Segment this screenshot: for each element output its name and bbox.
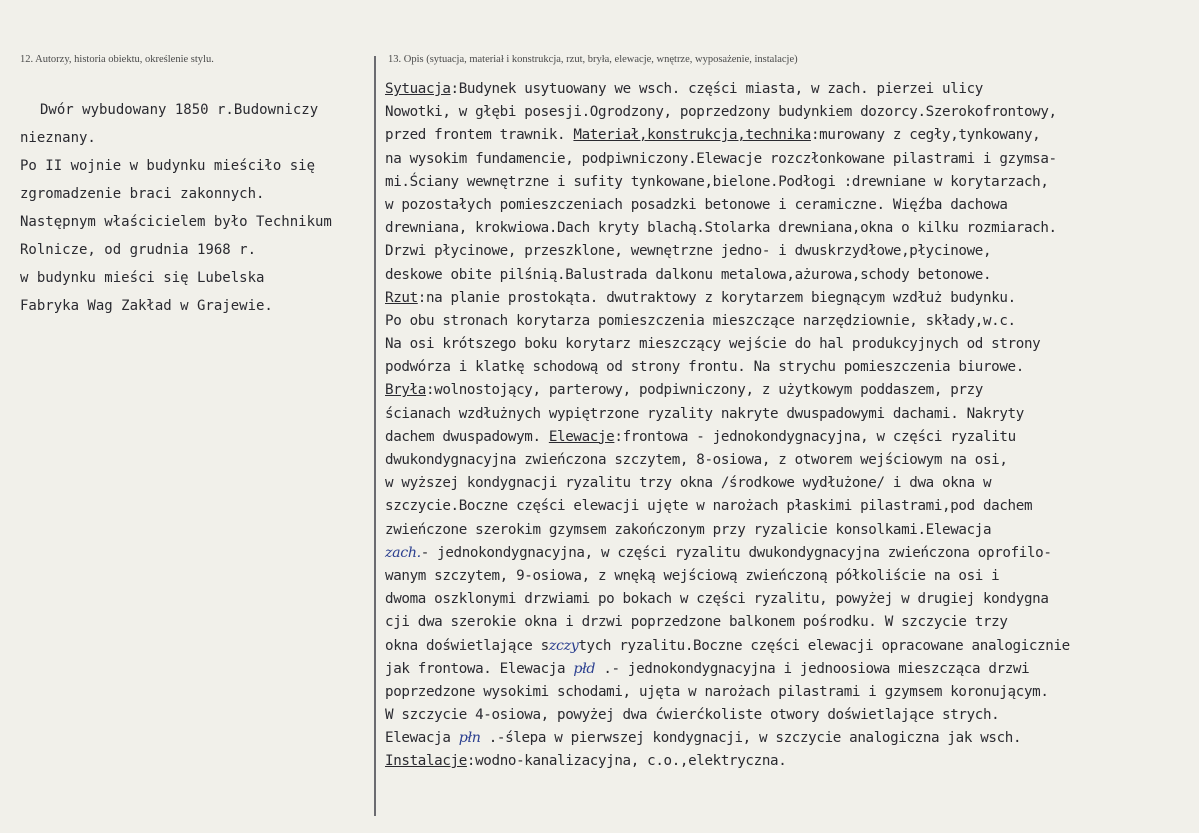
history-line: zgromadzenie braci zakonnych.	[20, 186, 265, 202]
description-line: Rzut:na planie prostokąta. dwutraktowy z korytarzem biegnącym wzdłuż budynku.	[385, 289, 1016, 306]
description-line: Sytuacja:Budynek usytuowany we wsch. części miasta, w zach. pierzei ulicy	[385, 81, 984, 97]
description-line: ścianach wzdłużnych wypiętrzone ryzality nakryte dwuspadowymi dachami. Nakryty	[385, 405, 1024, 422]
description-line: Drzwi płycinowe, przeszklone, wewnętrzne jedno- i dwuskrzydłowe,płycinowe,	[385, 243, 992, 260]
section-13-heading: 13. Opis (sytuacja, materiał i konstrukcja, rzut, bryła, elewacje, wnętrze, wyposażenie, instalacje)	[388, 54, 798, 65]
history-line: Dwór wybudowany 1850 r.Budowniczy	[40, 102, 319, 118]
history-line: Po II wojnie w budynku mieściło się	[20, 158, 316, 174]
description-line: Po obu stronach korytarza pomieszczenia mieszczące narzędziownie, składy,w.c.	[385, 312, 1016, 329]
history-line: Rolnicze, od grudnia 1968 r.	[20, 242, 257, 258]
section-label-elewacje: Elewacje	[548, 428, 615, 445]
history-line: w budynku mieści się Lubelska	[20, 270, 265, 286]
description-line: cji dwa szerokie okna i drzwi poprzedzone balkonem pośrodku. W szczycie trzy	[385, 614, 1008, 631]
description-line: zwieńczone szerokim gzymsem zakończonym przy ryzalicie konsolkami.Elewacja	[385, 521, 992, 538]
history-line: nieznany.	[20, 130, 96, 146]
description-line: W szczycie 4-osiowa, powyżej dwa ćwierćkoliste otwory doświetlające strych.	[385, 707, 1000, 724]
description-line: drewniana, krokwiowa.Dach kryty blachą.Stolarka drewniana,okna o kilku rozmiarach.	[385, 220, 1057, 237]
description-line: wanym szczytem, 9-osiowa, z wnęką wejściową zwieńczoną półkoliście na osi i	[385, 567, 1000, 584]
section-label-instalacje: Instalacje	[385, 753, 467, 770]
description-column	[385, 78, 1197, 774]
description-line: Nowotki, w głębi posesji.Ogrodzony, poprzedzony budynkiem dozorcy.Szerokofrontowy,	[385, 104, 1057, 121]
description-line: dwoma oszklonymi drzwiami po bokach w części ryzalitu, powyżej w drugiej kondygna	[385, 591, 1049, 608]
history-line: Następnym właścicielem było Technikum	[20, 214, 332, 230]
handwritten-note: płd	[573, 660, 596, 677]
description-line: Bryła:wolnostojący, parterowy, podpiwniczony, z użytkowym poddaszem, przy	[385, 382, 983, 399]
description-line: okna doświetlające szczytych ryzalitu.Boczne części elewacji opracowane analogicznie	[385, 637, 1070, 654]
handwritten-note: zach.	[385, 544, 421, 561]
description-line: przed frontem trawnik. Materiał,konstrukcja,technika:murowany z cegły,tynkowany,	[385, 127, 1041, 144]
section-label-bryla: Bryła	[385, 382, 426, 399]
history-line: Fabryka Wag Zakład w Grajewie.	[20, 298, 273, 314]
description-line: na wysokim fundamencie, podpiwniczony.Elewacje rozczłonkowane pilastrami i gzymsa-	[385, 150, 1057, 167]
description-line: szczycie.Boczne części elewacji ujęte w narożach płaskimi pilastrami,pod dachem	[385, 498, 1033, 515]
description-line: w wyższej kondygnacji ryzalitu trzy okna /środkowe wydłużone/ i dwa okna w	[385, 475, 992, 492]
description-line: deskowe obite pilśnią.Balustrada dalkonu metalowa,ażurowa,schody betonowe.	[385, 266, 992, 283]
description-line: Na osi krótszego boku korytarz mieszczący wejście do hal produkcyjnych od strony	[385, 336, 1041, 353]
section-label-rzut: Rzut	[385, 289, 418, 306]
description-line: Instalacje:wodno-kanalizacyjna, c.o.,elektryczna.	[385, 753, 787, 770]
description-line: jak frontowa. Elewacja płd .- jednokondygnacyjna i jednoosiowa mieszcząca drzwi	[385, 660, 1030, 677]
description-line: podwórza i klatkę schodową od strony frontu. Na strychu pomieszczenia biurowe.	[385, 359, 1024, 376]
history-column	[20, 96, 375, 320]
description-line: Elewacja płn .-ślepa w pierwszej kondygnacji, w szczycie analogiczna jak wsch.	[385, 730, 1022, 747]
section-label-material: Materiał,konstrukcja,technika	[573, 127, 811, 144]
section-12-heading: 12. Autorzy, historia obiektu, określenie stylu.	[20, 54, 214, 65]
handwritten-note: zczy	[548, 637, 579, 654]
description-line: w pozostałych pomieszczeniach posadzki betonowe i ceramiczne. Więźba dachowa	[385, 196, 1008, 213]
handwritten-note: płn	[458, 730, 481, 747]
description-line: zach.- jednokondygnacyjna, w części ryzalitu dwukondygnacyjna zwieńczona oprofilo-	[385, 544, 1052, 561]
description-line: poprzedzone wysokimi schodami, ujęta w narożach pilastrami i gzymsem koronującym.	[385, 683, 1049, 700]
section-label-sytuacja: Sytuacja	[385, 81, 451, 97]
description-line: dwukondygnacyjna zwieńczona szczytem, 8-osiowa, z otworem wejściowym na osi,	[385, 452, 1008, 468]
description-line: mi.Ściany wewnętrzne i sufity tynkowane,bielone.Podłogi :drewniane w korytarzach,	[385, 173, 1049, 190]
description-line: dachem dwuspadowym. Elewacje:frontowa - jednokondygnacyjna, w części ryzalitu	[385, 428, 1016, 445]
